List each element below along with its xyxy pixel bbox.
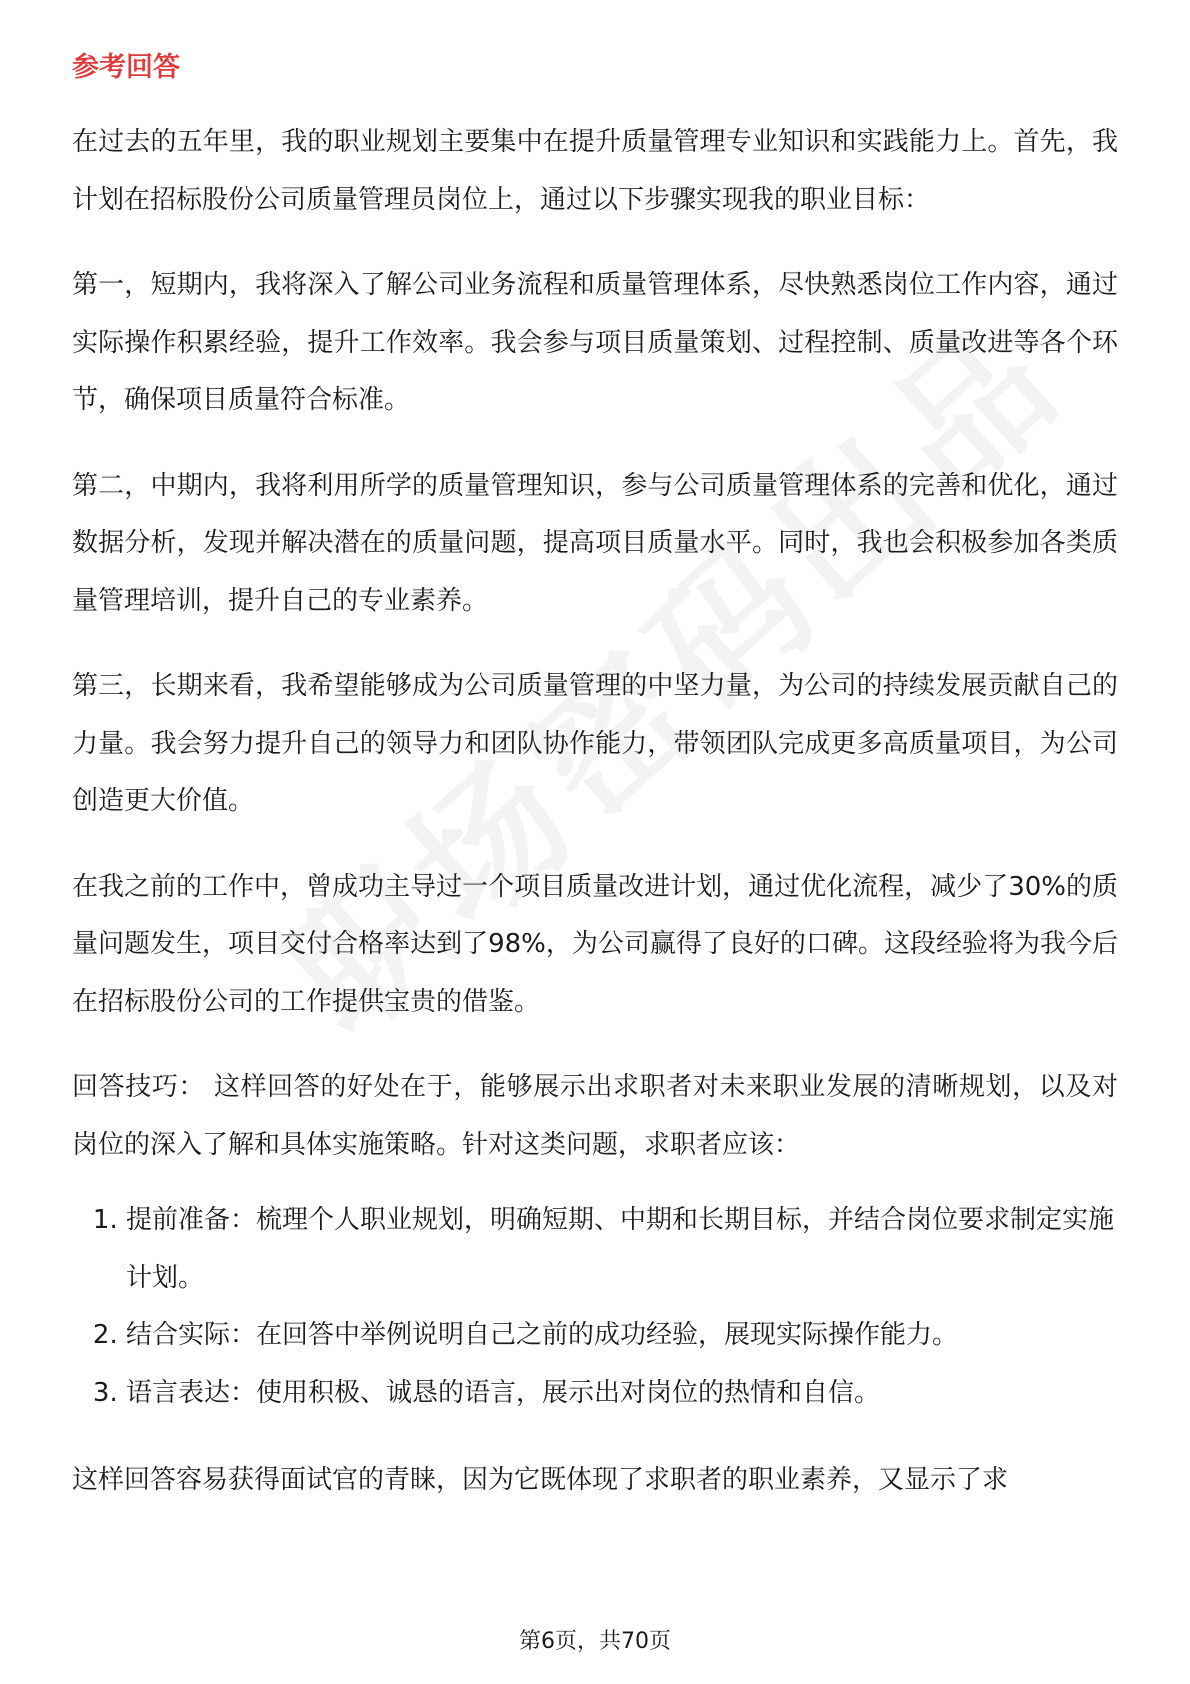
list-item: 3. 语言表达：使用积极、诚恳的语言，展示出对岗位的热情和自信。: [126, 1365, 1118, 1423]
tips-list: [72, 1192, 1118, 1422]
section-heading: 参考回答: [72, 52, 180, 83]
paragraph-tips-intro: 回答技巧： 这样回答的好处在于，能够展示出求职者对未来职业发展的清晰规划，以及对岗位的深入了解和具体实施策略。针对这类问题，求职者应该：: [72, 1072, 1118, 1160]
list-item: 1. 提前准备：梳理个人职业规划，明确短期、中期和长期目标，并结合岗位要求制定实施计划。: [126, 1192, 1118, 1307]
list-item: 2. 结合实际：在回答中举例说明自己之前的成功经验，展现实际操作能力。: [126, 1307, 1118, 1365]
paragraph-experience: 在我之前的工作中，曾成功主导过一个项目质量改进计划，通过优化流程，减少了30%的质量问题发生，项目交付合格率达到了98%，为公司赢得了良好的口碑。这段经验将为我今后在招标股份公司的工作提供宝贵的借鉴。: [72, 871, 1118, 1017]
paragraph-closing: 这样回答容易获得面试官的青睐，因为它既体现了求职者的职业素养，又显示了求: [72, 1465, 1009, 1495]
document-body: [72, 48, 1118, 1538]
paragraph-long-term: 第三，长期来看，我希望能够成为公司质量管理的中坚力量，为公司的持续发展贡献自己的力量。我会努力提升自己的领导力和团队协作能力，带领团队完成更多高质量项目，为公司创造更大价值。: [72, 671, 1118, 816]
paragraph-intro: 在过去的五年里，我的职业规划主要集中在提升质量管理专业知识和实践能力上。首先，我计划在招标股份公司质量管理员岗位上，通过以下步骤实现我的职业目标：: [72, 127, 1118, 215]
page-number: 第6页，共70页: [519, 1629, 671, 1654]
paragraph-short-term: 第一，短期内，我将深入了解公司业务流程和质量管理体系，尽快熟悉岗位工作内容，通过实际操作积累经验，提升工作效率。我会参与项目质量策划、过程控制、质量改进等各个环节，确保项目质量符合标准。: [72, 270, 1118, 415]
paragraph-mid-term: 第二，中期内，我将利用所学的质量管理知识，参与公司质量管理体系的完善和优化，通过数据分析，发现并解决潜在的质量问题，提高项目质量水平。同时，我也会积极参加各类质量管理培训，提升自己的专业素养。: [72, 470, 1118, 616]
